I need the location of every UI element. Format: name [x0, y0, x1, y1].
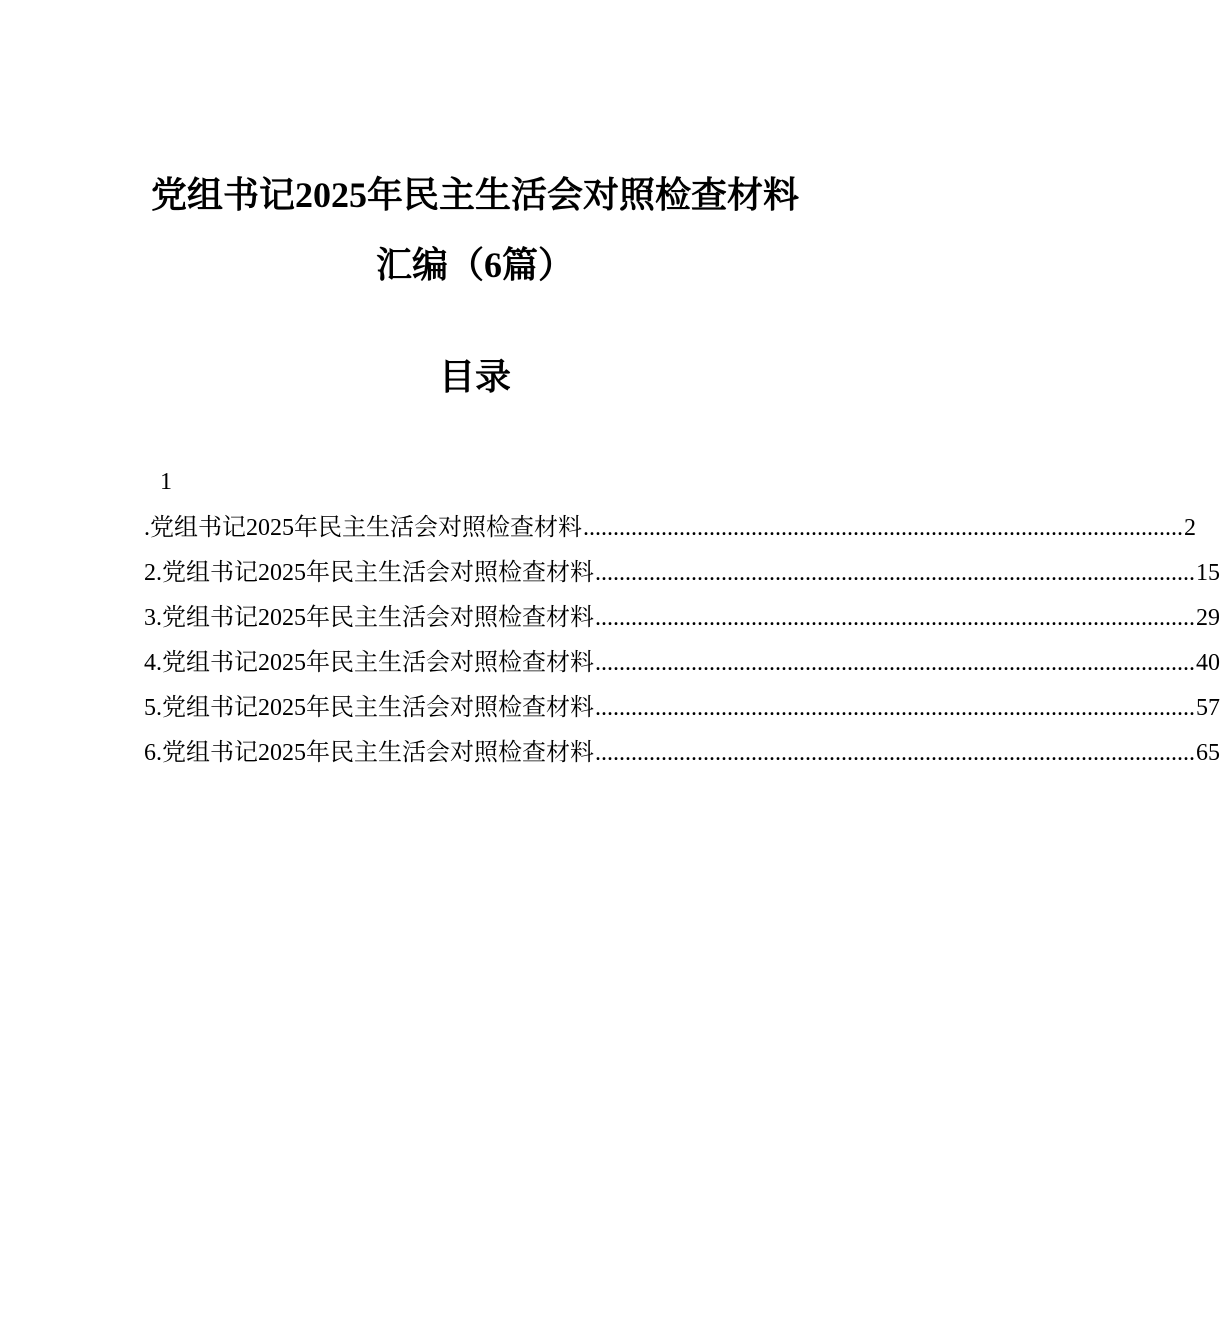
toc-entry-page: 40 [1196, 650, 1220, 676]
toc-entry-2[interactable] [144, 555, 1220, 589]
toc-entry-page: 65 [1196, 740, 1220, 766]
toc-orphan-number: 1 [160, 469, 172, 495]
toc-entry-5[interactable] [144, 690, 1220, 724]
toc-entry-label: 2.党组书记2025年民主生活会对照检查材料 [144, 560, 594, 586]
toc-entry-1[interactable] [144, 510, 1196, 544]
toc-entry-6[interactable] [144, 735, 1220, 769]
toc-entry-label: 4.党组书记2025年民主生活会对照检查材料 [144, 650, 594, 676]
toc-dot-leader: .................................................................................................... [595, 650, 1195, 676]
toc-dot-leader: .................................................................................................... [595, 740, 1195, 766]
toc-entry-label: 5.党组书记2025年民主生活会对照检查材料 [144, 695, 594, 721]
toc-entry-page: 15 [1196, 560, 1220, 586]
toc-heading: 目录 [438, 357, 511, 397]
toc-entry-label: 3.党组书记2025年民主生活会对照检查材料 [144, 605, 594, 631]
document-title-line1: 党组书记2025年民主生活会对照检查材料 [150, 175, 799, 215]
toc-dot-leader: .................................................................................................... [595, 605, 1195, 631]
toc-dot-leader: .................................................................................................... [595, 560, 1195, 586]
document-title-line2: 汇编（6篇） [375, 245, 574, 285]
toc-entry-page: 29 [1196, 605, 1220, 631]
toc-dot-leader: .................................................................................................... [595, 695, 1195, 721]
toc-entry-label: 6.党组书记2025年民主生活会对照检查材料 [144, 740, 594, 766]
toc-entry-4[interactable] [144, 645, 1220, 679]
toc-entry-page: 57 [1196, 695, 1220, 721]
toc-entry-3[interactable] [144, 600, 1220, 634]
toc-entry-label: .党组书记2025年民主生活会对照检查材料 [144, 515, 582, 541]
toc-dot-leader: .................................................................................................... [583, 515, 1183, 541]
toc-entry-page: 2 [1184, 515, 1196, 541]
